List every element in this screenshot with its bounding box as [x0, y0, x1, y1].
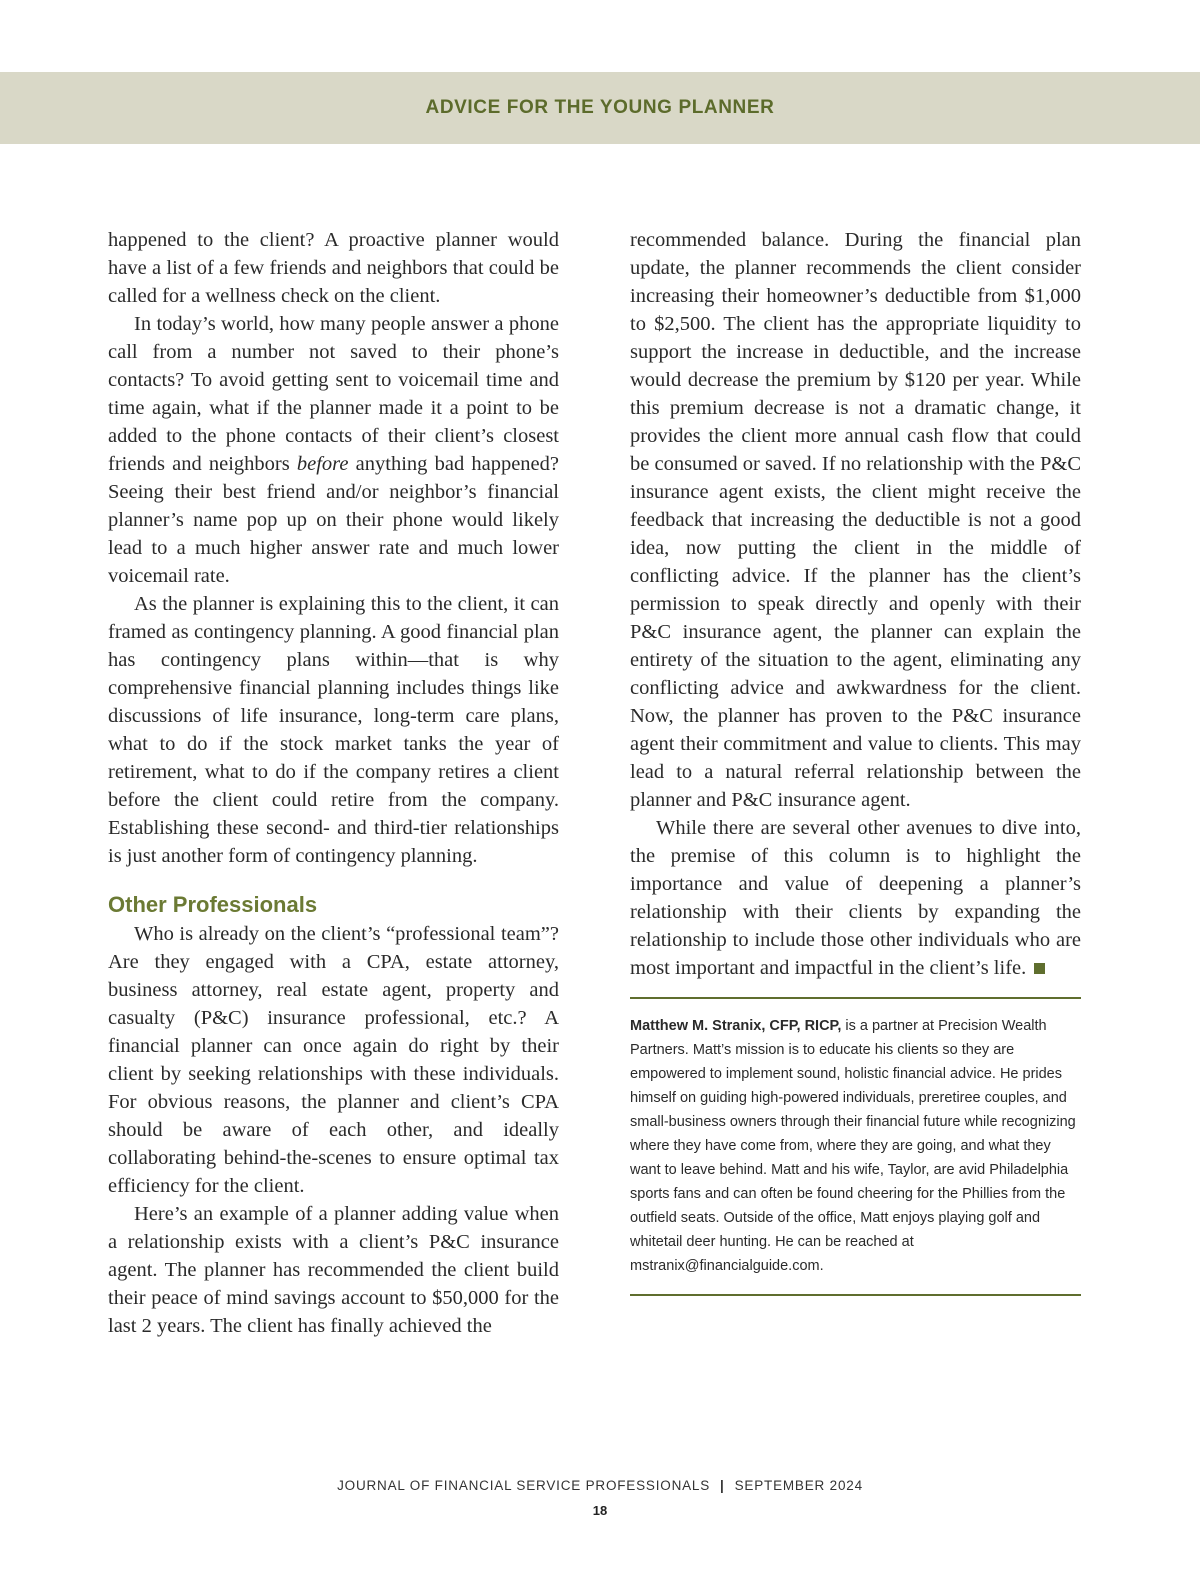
section-title: ADVICE FOR THE YOUNG PLANNER — [425, 97, 775, 118]
author-bio — [630, 997, 1081, 1296]
page-footer — [0, 1478, 1200, 1493]
emphasis-text: before — [296, 453, 349, 475]
right-column — [630, 226, 1081, 1296]
paragraph: happened to the client? A proactive planner would have a list of a few friends and neighbors that could be called for a wellness check on the client. — [108, 229, 559, 307]
author-bio-text: is a partner at Precision Wealth Partners. Matt’s mission is to educate his clients so they are empowered to implement sound, holistic financial advice. He prides himself on guiding high-powered individuals, preretiree couples, and small-business owners through their financial future while recognizing where they have come from, where they are going, and what they want to leave behind. Matt and his wife, Taylor, are avid Philadelphia sports fans and can often be found cheering for the Phillies from the outfield seats. Outside of the office, Matt enjoys playing golf and whitetail deer hunting. He can be reached at mstranix@financialguide.com. — [630, 1018, 1076, 1274]
paragraph-text: anything bad happened? Seeing their best friend and/or neighbor’s financial planner’s name pop up on their phone would likely lead to a much higher answer rate and much lower voicemail rate. — [108, 453, 560, 587]
paragraph-text: While there are several other avenues to dive into, the premise of this column is to highlight the importance and value of deepening a planner’s relationship with their clients by expanding the relationship to include those other individuals who are most important and impactful in the client’s life. — [630, 817, 1081, 979]
journal-name: JOURNAL OF FINANCIAL SERVICE PROFESSIONALS — [337, 1478, 711, 1493]
paragraph: Here’s an example of a planner adding value when a relationship exists with a client’s P&C insurance agent. The planner has recommended the client build their peace of mind savings account to $50,000 for the last 2 years. The client has finally achieved the — [108, 1203, 559, 1337]
paragraph: Who is already on the client’s “professional team”? Are they engaged with a CPA, estate attorney, business attorney, real estate agent, property and casualty (P&C) insurance professional, etc.? A financial planner can once again do right by their client by seeking relationships with these individuals. For obvious reasons, the planner and client’s CPA should be aware of each other, and ideally collaborating behind-the-scenes to ensure optimal tax efficiency for the client. — [108, 923, 559, 1197]
page-number: 18 — [592, 1503, 608, 1518]
footer-separator: | — [720, 1478, 725, 1493]
issue-date: SEPTEMBER 2024 — [734, 1478, 863, 1493]
paragraph: As the planner is explaining this to the client, it can framed as contingency planning. A good financial plan has contingency plans within—that is why comprehensive financial planning includes things like discussions of life insurance, long-term care plans, what to do if the stock market tanks the year of retirement, what to do if the company retires a client before the client could retire from the company. Establishing these second- and third-tier relationships is just another form of contingency planning. — [108, 593, 559, 867]
paragraph-text: In today’s world, how many people answer a phone call from a number not saved to their phone’s contacts? To avoid getting sent to voicemail time and time again, what if the planner made it a point to be added to the phone contacts of their client’s closest friends and neighbors — [108, 313, 559, 475]
paragraph — [630, 814, 1081, 982]
paragraph — [108, 310, 559, 590]
subheading: Other Professionals — [108, 892, 318, 917]
paragraph: recommended balance. During the financial plan update, the planner recommends the client consider increasing their homeowner’s deductible from $1,000 to $2,500. The client has the appropriate liquidity to support the increase in deductible, and the increase would decrease the premium by $120 per year. While this premium decrease is not a dramatic change, it provides the client more annual cash flow that could be consumed or saved. If no relationship with the P&C insurance agent exists, the client might receive the feedback that increasing the deductible is not a good idea, now putting the client in the middle of conflicting advice. If the planner has the client’s permission to speak directly and openly with their P&C insurance agent, the planner can explain the entirety of the situation to the agent, eliminating any conflicting advice and awkwardness for the client. Now, the planner has proven to the P&C insurance agent their commitment and value to clients. This may lead to a natural referral relationship between the planner and P&C insurance agent. — [630, 229, 1081, 811]
left-column — [108, 226, 559, 1340]
end-of-article-icon — [1034, 963, 1045, 974]
section-banner — [0, 72, 1200, 144]
author-name: Matthew M. Stranix, CFP, RICP, — [630, 1018, 842, 1034]
